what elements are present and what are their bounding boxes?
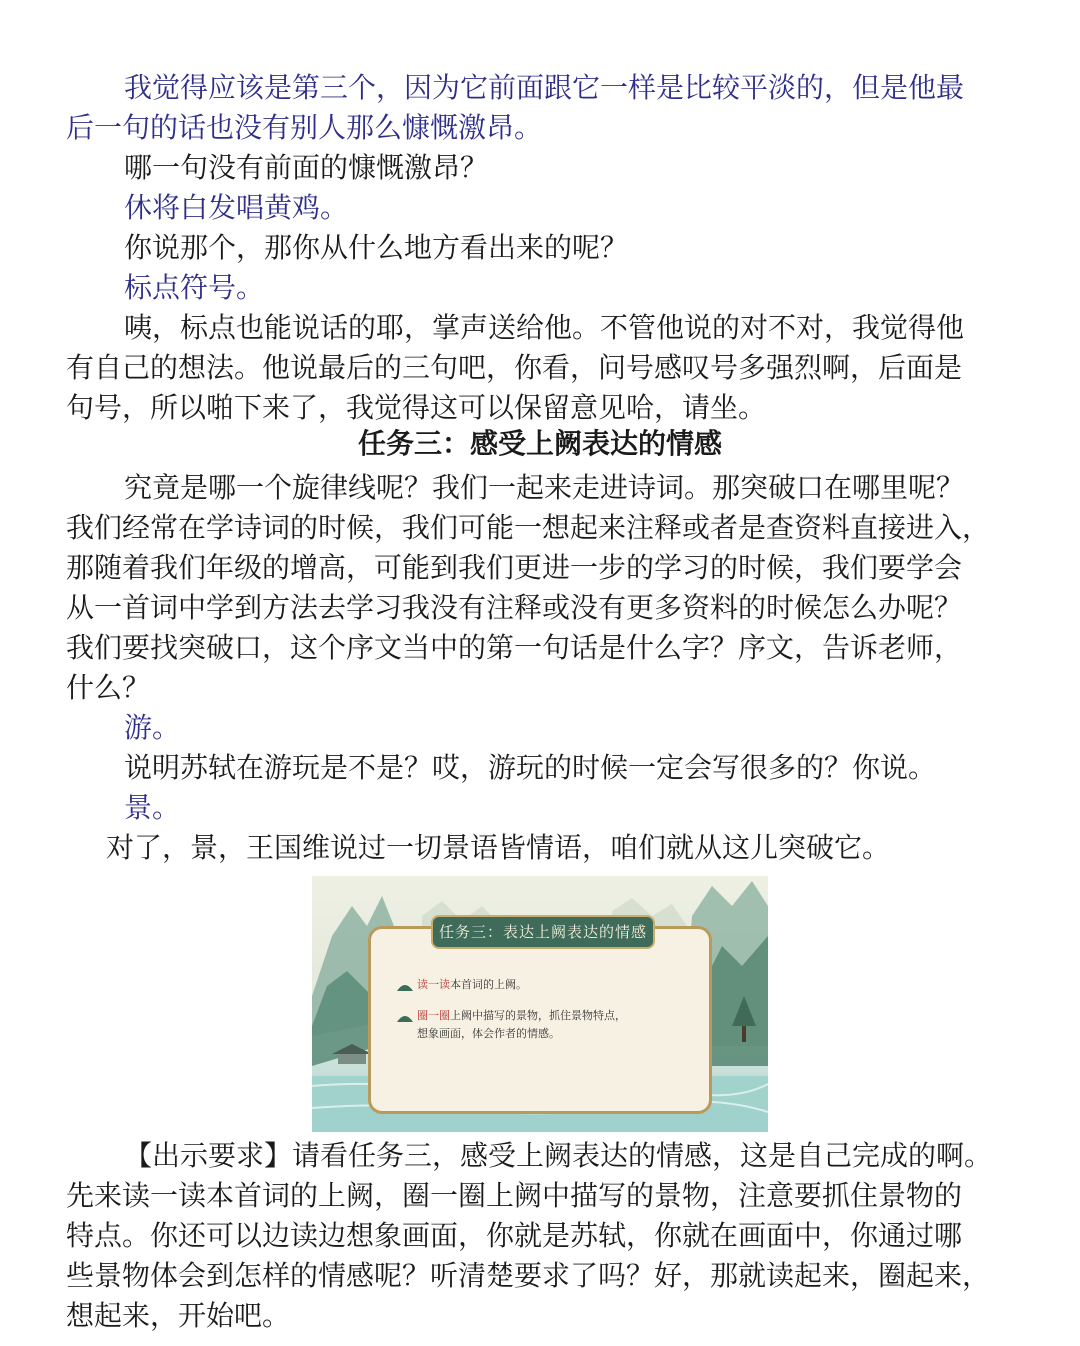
- paragraph-teacher-comment-cont-1: 有自己的想法。他说最后的三句吧，你看，问号感叹号多强烈啊，后面是: [66, 351, 963, 384]
- slide-item-circle-cont: 想象画面，体会作者的情感。: [417, 1027, 560, 1040]
- slide-task-card: [368, 923, 712, 1114]
- paragraph-teacher-followup: 说明苏轼在游玩是不是？哎，游玩的时候一定会写很多的？你说。: [124, 751, 937, 784]
- paragraph-body-line: 那随着我们年级的增高，可能到我们更进一步的学习的时候，我们要学会: [66, 551, 963, 584]
- slide-item-read-text: 本首词的上阙。: [450, 978, 527, 991]
- paragraph-student-answer-jing: 景。: [124, 791, 181, 824]
- lotus-bullet-icon: [397, 1012, 413, 1022]
- slide-item-read: [417, 977, 527, 993]
- lotus-bullet-icon: [397, 981, 413, 991]
- paragraph-teacher-comment: 咦，标点也能说话的耶，掌声送给他。不管他说的对不对，我觉得他: [124, 311, 965, 344]
- paragraph-student-answer-1-cont: 后一句的话也没有别人那么慷慨激昂。: [66, 111, 543, 144]
- paragraph-requirement-cont: 特点。你还可以边读边想象画面，你就是苏轼，你就在画面中，你通过哪: [66, 1219, 963, 1252]
- paragraph-requirement-cont: 先来读一读本首词的上阙，圈一圈上阙中描写的景物，注意要抓住景物的: [66, 1179, 963, 1212]
- paragraph-teacher-conclusion: 对了，景，王国维说过一切景语皆情语，咱们就从这儿突破它。: [106, 831, 891, 864]
- paragraph-teacher-question-1: 哪一句没有前面的慷慨激昂？: [124, 151, 489, 184]
- paragraph-requirement-cont: 想起来，开始吧。: [66, 1299, 291, 1332]
- paragraph-teacher-comment-cont-2: 句号，所以啪下来了，我觉得这可以保留意见哈，请坐。: [66, 391, 767, 424]
- paragraph-body-line: 我们经常在学诗词的时候，我们可能一想起来注释或者是查资料直接进入，: [66, 511, 991, 544]
- paragraph-student-answer-3: 标点符号。: [124, 271, 265, 304]
- slide-item-read-keyword: 读一读: [417, 978, 450, 991]
- paragraph-body-line: 究竟是哪一个旋律线呢？我们一起来走进诗词。那突破口在哪里呢？: [124, 471, 965, 504]
- paragraph-student-answer-2: 休将白发唱黄鸡。: [124, 191, 349, 224]
- paragraph-student-answer-1: 我觉得应该是第三个，因为它前面跟它一样是比较平淡的，但是他最: [124, 71, 965, 104]
- slide-item-circle-keyword: 圈一圈: [417, 1009, 450, 1022]
- paragraph-student-answer-you: 游。: [124, 711, 181, 744]
- paragraph-body-line: 什么？: [66, 671, 151, 704]
- paragraph-requirement-cont: 些景物体会到怎样的情感呢？听清楚要求了吗？好，那就读起来，圈起来，: [66, 1259, 991, 1292]
- slide-item-circle: [417, 1008, 626, 1024]
- slide-item-circle-text: 上阙中描写的景物，抓住景物特点，: [450, 1009, 626, 1022]
- slide-task-title: 任务三：表达上阙表达的情感: [431, 915, 655, 949]
- paragraph-body-line: 我们要找突破口，这个序文当中的第一句话是什么字？序文，告诉老师，: [66, 631, 963, 664]
- section-heading: 任务三：感受上阙表达的情感: [357, 427, 722, 460]
- paragraph-body-line: 从一首词中学到方法去学习我没有注释或没有更多资料的时候怎么办呢？: [66, 591, 963, 624]
- paragraph-requirement: 【出示要求】请看任务三，感受上阙表达的情感，这是自己完成的啊。: [124, 1139, 993, 1172]
- lesson-slide-image: [312, 876, 768, 1132]
- paragraph-teacher-question-2: 你说那个，那你从什么地方看出来的呢？: [124, 231, 629, 264]
